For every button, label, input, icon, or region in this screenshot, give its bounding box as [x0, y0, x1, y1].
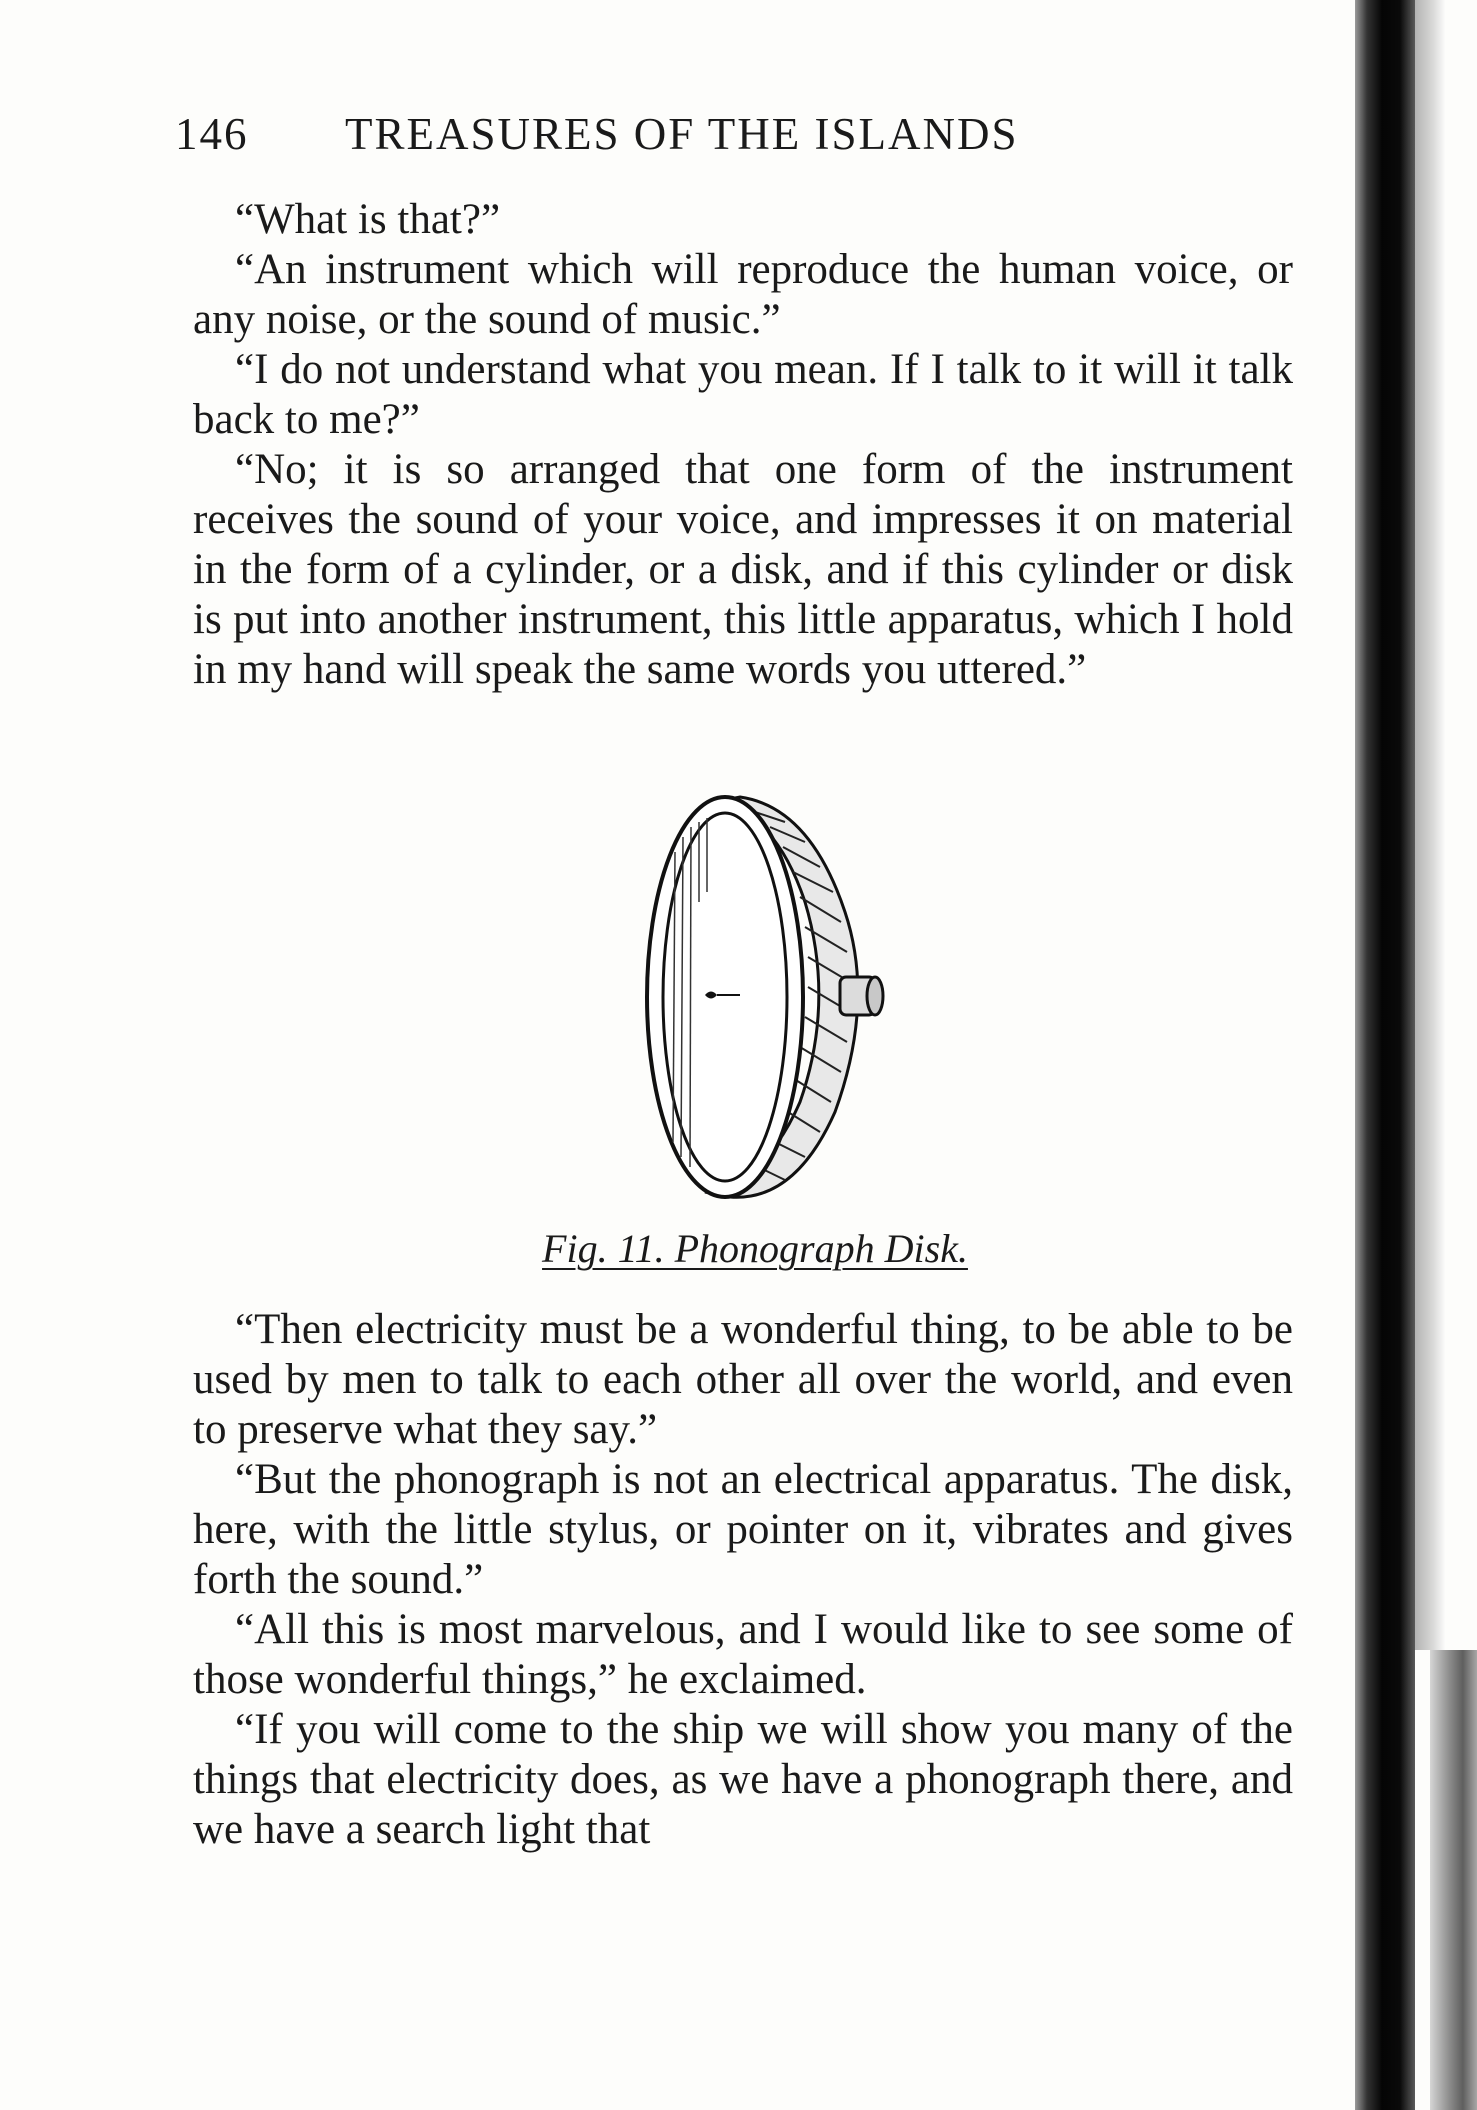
paragraph: “No; it is so arranged that one form of the instrument receives the sound of your voice, and impresses it on material in the form of a cylinder, or a disk, and if this cylinder or disk is put into another instrument, this little apparatus, which I hold in my hand will speak the same words you uttered.”	[193, 446, 1293, 693]
book-spine-edge	[1355, 0, 1415, 2110]
running-header	[175, 108, 1305, 168]
paragraph: “All this is most marvelous, and I would like to see some of those wonderful things,” he exclaimed.	[193, 1606, 1293, 1703]
paragraph: “But the phonograph is not an electrical apparatus. The disk, here, with the little stylus, or pointer on it, vibrates and gives forth the sound.”	[193, 1456, 1293, 1603]
body-text-top	[193, 195, 1293, 695]
paragraph: “I do not understand what you mean. If I talk to it will it talk back to me?”	[193, 346, 1293, 443]
body-text-bottom	[193, 1305, 1293, 1855]
page-number: 146	[175, 109, 249, 159]
paragraph: “An instrument which will reproduce the human voice, or any noise, or the sound of music.”	[193, 246, 1293, 343]
paragraph: “Then electricity must be a wonderful thing, to be able to be used by men to talk to each other all over the world, and even to preserve what they say.”	[193, 1306, 1293, 1453]
paragraph: “If you will come to the ship we will show you many of the things that electricity does, as we have a phonograph there, and we have a search light that	[193, 1706, 1293, 1853]
figure-caption: Fig. 11. Phonograph Disk.	[542, 1226, 968, 1271]
paragraph: “What is that?”	[235, 196, 501, 243]
book-gutter-shadow	[1415, 0, 1445, 1650]
book-spine-lower-edge	[1430, 1650, 1477, 2110]
phonograph-disk-illustration	[645, 782, 985, 1212]
running-title: TREASURES OF THE ISLANDS	[345, 109, 1019, 159]
